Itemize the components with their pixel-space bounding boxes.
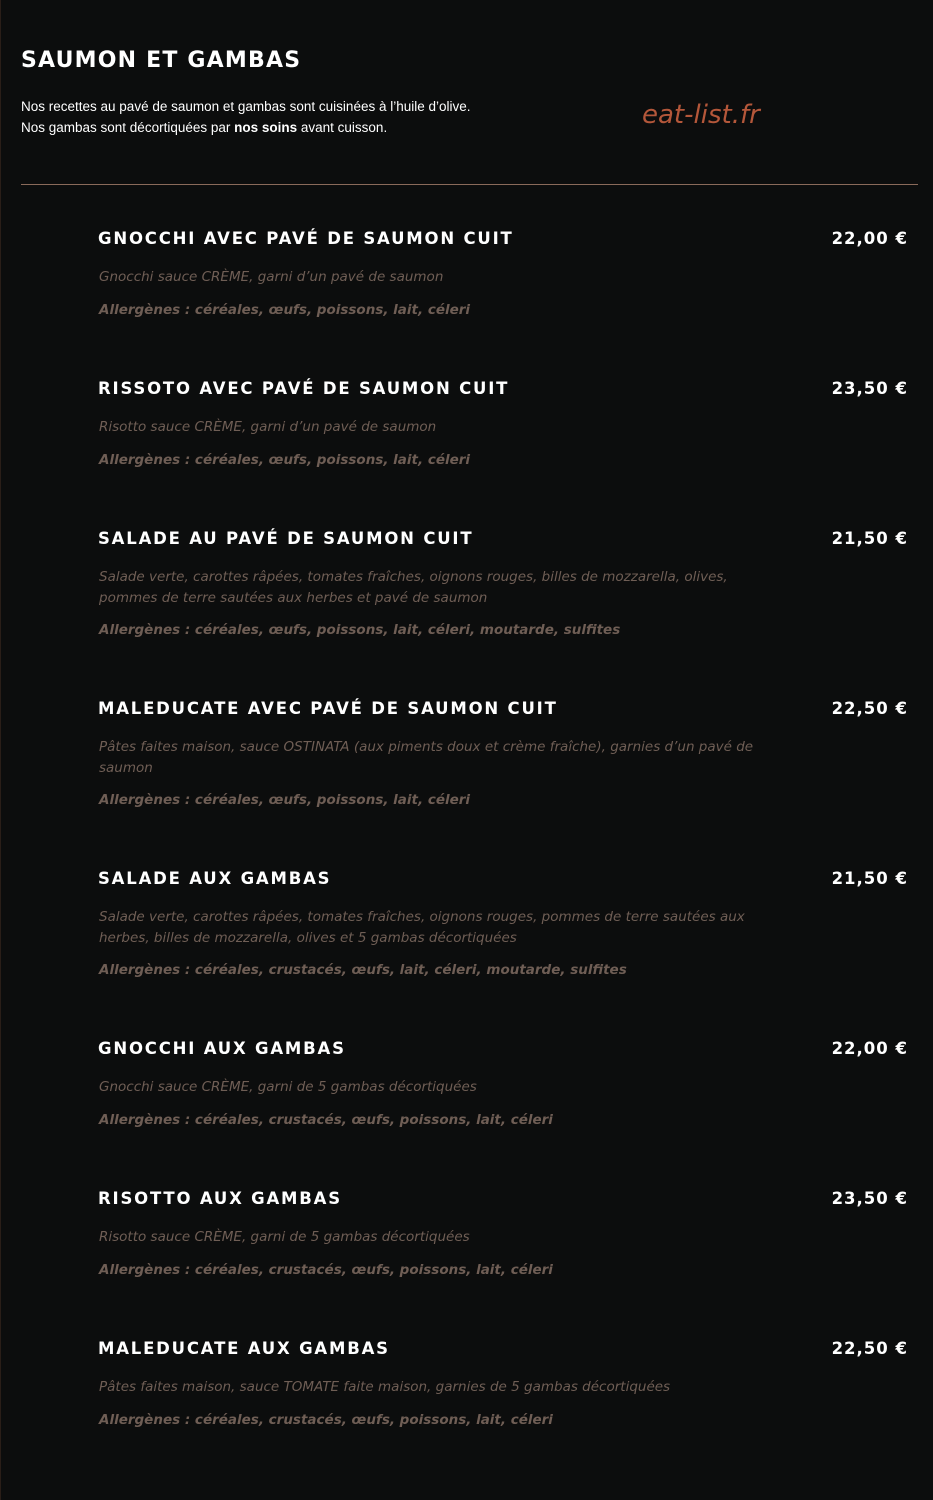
item-description: Salade verte, carottes râpées, tomates fraîches, oignons rouges, pommes de terre sautées aux herbes, billes de mozzarella, olives et 5 gambas décortiquées xyxy=(99,909,745,946)
section-intro xyxy=(21,96,621,138)
item-name: RISSOTO AVEC PAVÉ DE SAUMON CUIT xyxy=(98,379,510,398)
item-description: Risotto sauce CRÈME, garni d’un pavé de saumon xyxy=(99,419,437,435)
item-allergens: Allergènes : céréales, œufs, poissons, lait, céleri, moutarde, sulfites xyxy=(99,622,621,638)
item-price: 21,50 € xyxy=(831,529,908,548)
item-price: 21,50 € xyxy=(831,869,908,888)
watermark: eat-list.fr xyxy=(642,100,760,130)
item-description: Risotto sauce CRÈME, garni de 5 gambas décortiquées xyxy=(99,1229,470,1245)
item-allergens: Allergènes : céréales, crustacés, œufs, poissons, lait, céleri xyxy=(99,1112,553,1128)
item-allergens: Allergènes : céréales, œufs, poissons, lait, céleri xyxy=(99,792,471,808)
intro-line-2-end: avant cuisson. xyxy=(297,120,388,135)
item-name: GNOCCHI AUX GAMBAS xyxy=(98,1039,346,1058)
item-allergens: Allergènes : céréales, crustacés, œufs, poissons, lait, céleri xyxy=(99,1262,553,1278)
item-name: SALADE AU PAVÉ DE SAUMON CUIT xyxy=(98,529,474,548)
item-description: Gnocchi sauce CRÈME, garni d’un pavé de saumon xyxy=(99,269,444,285)
item-name: GNOCCHI AVEC PAVÉ DE SAUMON CUIT xyxy=(98,229,514,248)
intro-line-1: Nos recettes au pavé de saumon et gambas sont cuisinées à l’huile d’olive. xyxy=(21,99,471,114)
item-allergens: Allergènes : céréales, crustacés, œufs, poissons, lait, céleri xyxy=(99,1412,553,1428)
item-description: Pâtes faites maison, sauce TOMATE faite maison, garnies de 5 gambas décortiquées xyxy=(99,1379,671,1395)
item-price: 23,50 € xyxy=(831,379,908,398)
item-price: 22,00 € xyxy=(831,1039,908,1058)
item-allergens: Allergènes : céréales, crustacés, œufs, lait, céleri, moutarde, sulfites xyxy=(99,962,627,978)
item-allergens: Allergènes : céréales, œufs, poissons, lait, céleri xyxy=(99,452,471,468)
item-price: 22,50 € xyxy=(831,1339,908,1358)
item-description: Gnocchi sauce CRÈME, garni de 5 gambas décortiquées xyxy=(99,1079,477,1095)
item-description: Pâtes faites maison, sauce OSTINATA (aux piments doux et crème fraîche), garnies d’un pavé de saumon xyxy=(99,739,754,776)
item-allergens: Allergènes : céréales, œufs, poissons, lait, céleri xyxy=(99,302,471,318)
item-name: SALADE AUX GAMBAS xyxy=(98,869,332,888)
item-price: 22,00 € xyxy=(831,229,908,248)
item-description: Salade verte, carottes râpées, tomates fraîches, oignons rouges, billes de mozzarella, olives, pommes de terre sautées aux herbes et pavé de saumon xyxy=(99,569,728,606)
item-price: 22,50 € xyxy=(831,699,908,718)
intro-line-2-start: Nos gambas sont décortiquées par xyxy=(21,120,235,135)
item-price: 23,50 € xyxy=(831,1189,908,1208)
item-name: MALEDUCATE AUX GAMBAS xyxy=(98,1339,390,1358)
item-name: RISOTTO AUX GAMBAS xyxy=(98,1189,342,1208)
item-name: MALEDUCATE AVEC PAVÉ DE SAUMON CUIT xyxy=(98,699,558,718)
intro-emphasis: nos soins xyxy=(234,120,298,135)
intro-line-2 xyxy=(21,117,621,138)
section-title: SAUMON ET GAMBAS xyxy=(21,48,302,73)
section-divider xyxy=(21,184,918,185)
